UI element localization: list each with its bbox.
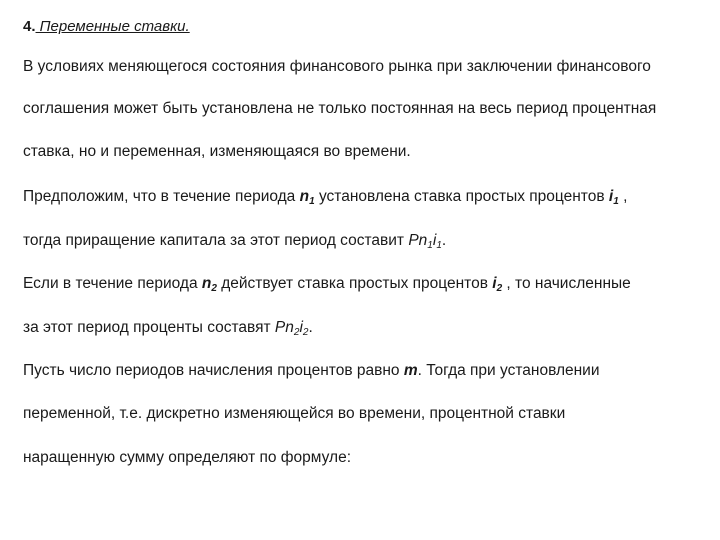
var-i: i: [492, 275, 497, 292]
text-line-3: [23, 142, 411, 162]
formula-subscript: 2: [302, 327, 309, 338]
var-i: i: [608, 188, 614, 205]
formula-subscript: 2: [293, 327, 300, 338]
text: Если в течение периода: [23, 275, 202, 292]
text: .: [308, 319, 313, 336]
text: ставка, но и переменная, изменяющаяся во времени.: [23, 143, 411, 160]
text-line-4: [23, 187, 627, 207]
text-line-2: [23, 99, 656, 119]
text: В условиях меняющегося состояния финансового рынка при заключении финансового: [23, 58, 651, 75]
title-heading: Переменные ставки.: [35, 18, 190, 35]
text-line-1: [23, 57, 651, 77]
text-line-10: [23, 448, 351, 468]
text: . Тогда при установлении: [417, 362, 600, 379]
text: переменной, т.е. дискретно изменяющейся во времени, процентной ставки: [23, 405, 566, 422]
text: .: [441, 232, 447, 249]
text: действует ставка простых процентов: [216, 275, 493, 292]
text-line-6: [23, 274, 631, 294]
formula-pn: Pn: [408, 232, 428, 249]
text: Предположим, что в течение периода: [23, 188, 300, 205]
var-i-subscript: 1: [613, 196, 619, 207]
formula-i: i: [299, 319, 303, 336]
text-line-8: [23, 361, 600, 381]
formula-pn: Pn: [274, 319, 294, 336]
text-line-7: [23, 318, 313, 338]
title-number: 4.: [23, 18, 36, 35]
text: за этот период проценты составят: [23, 319, 275, 336]
text: , то начисленные: [502, 275, 631, 292]
text: тогда приращение капитала за этот период составит: [23, 232, 409, 249]
var-n: n: [201, 275, 212, 292]
formula-i: i: [432, 232, 437, 249]
var-n: n: [299, 188, 310, 205]
text: ,: [618, 188, 628, 205]
formula-subscript: 1: [427, 240, 433, 251]
var-n-subscript: 1: [309, 196, 315, 207]
var-n-subscript: 2: [211, 283, 217, 294]
formula-subscript: 1: [436, 240, 442, 251]
var-i-subscript: 2: [496, 283, 503, 294]
slide-title: [23, 17, 190, 37]
text: Пусть число периодов начисления процентов равно: [23, 362, 404, 379]
text: установлена ставка простых процентов: [314, 188, 609, 205]
text-line-9: [23, 404, 565, 424]
text: наращенную сумму определяют по формуле:: [23, 449, 352, 466]
text-line-5: [23, 231, 446, 251]
text: соглашения может быть установлена не только постоянная на весь период процентная: [23, 100, 657, 117]
var-m: m: [403, 362, 418, 379]
